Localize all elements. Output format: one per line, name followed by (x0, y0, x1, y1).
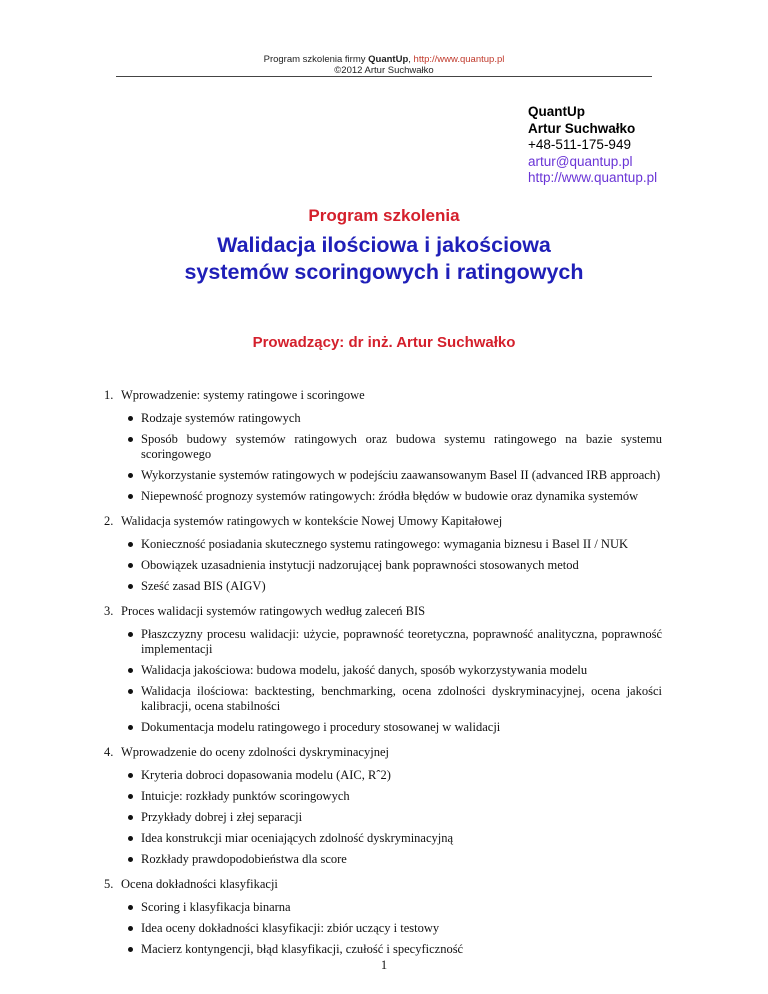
list-item (104, 579, 662, 594)
header-company: QuantUp (368, 54, 409, 65)
list-item-text: Walidacja ilościowa: backtesting, benchmarking, ocena zdolności dyskryminacyjnej, ocena jakości kalibracji, ocena stabilności (141, 684, 662, 713)
title-line-1: Walidacja ilościowa i jakościowa (217, 233, 551, 257)
list-item (104, 768, 662, 783)
section-title (104, 745, 662, 760)
list-item (104, 921, 662, 936)
section-title (104, 604, 662, 619)
list-item-text: Płaszczyzny procesu walidacji: użycie, poprawność teoretyczna, poprawność analityczna, poprawność implementacji (141, 627, 662, 656)
section-number: 4. (104, 745, 114, 759)
header-separator: , (408, 54, 414, 65)
list-item-text: Idea oceny dokładności klasyfikacji: zbiór uczący i testowy (141, 921, 440, 935)
section-number: 3. (104, 604, 114, 618)
section-bullets (104, 537, 662, 594)
list-item-text: Sześć zasad BIS (AIGV) (141, 579, 266, 593)
contact-phone: +48-511-175-949 (528, 137, 631, 152)
bullet-icon (128, 563, 133, 568)
section-title-text: Ocena dokładności klasyfikacji (121, 877, 278, 891)
bullet-icon (128, 905, 133, 910)
bullet-icon (128, 857, 133, 862)
bullet-icon (128, 542, 133, 547)
list-item-text: Idea konstrukcji miar oceniających zdolność dyskryminacyjną (141, 831, 454, 845)
section-title (104, 388, 662, 403)
section-bullets (104, 900, 662, 957)
header-url-link[interactable]: http://www.quantup.pl (413, 54, 505, 65)
contact-block (528, 104, 657, 187)
list-item-text: Kryteria dobroci dopasowania modelu (AIC, Rˆ2) (141, 768, 391, 782)
bullet-icon (128, 494, 133, 499)
outline-section (104, 745, 662, 867)
list-item (104, 558, 662, 573)
section-title-text: Wprowadzenie do oceny zdolności dyskryminacyjnej (121, 745, 389, 759)
section-title-text: Walidacja systemów ratingowych w kontekście Nowej Umowy Kapitałowej (121, 514, 503, 528)
section-title-text: Proces walidacji systemów ratingowych według zaleceń BIS (121, 604, 426, 618)
list-item (104, 720, 662, 735)
bullet-icon (128, 773, 133, 778)
header-line-1 (0, 54, 768, 65)
list-item (104, 831, 662, 846)
header-copyright: ©2012 Artur Suchwałko (334, 65, 434, 76)
list-item (104, 432, 662, 462)
list-item (104, 489, 662, 504)
contact-website-link[interactable]: http://www.quantup.pl (528, 170, 658, 185)
list-item-text: Obowiązek uzasadnienia instytucji nadzorującej bank poprawności stosowanych metod (141, 558, 579, 572)
bullet-icon (128, 584, 133, 589)
list-item-text: Wykorzystanie systemów ratingowych w podejściu zaawansowanym Basel II (advanced IRB approach) (141, 468, 661, 482)
list-item-text: Walidacja jakościowa: budowa modelu, jakość danych, sposób wykorzystywania modelu (141, 663, 588, 677)
section-title (104, 877, 662, 892)
contact-company: QuantUp (528, 104, 585, 119)
bullet-icon (128, 794, 133, 799)
page-header (0, 54, 768, 76)
course-outline (104, 388, 662, 967)
header-prefix: Program szkolenia firmy (263, 54, 369, 65)
bullet-icon (128, 947, 133, 952)
bullet-icon (128, 668, 133, 673)
section-title-text: Wprowadzenie: systemy ratingowe i scoringowe (121, 388, 365, 402)
list-item (104, 684, 662, 714)
contact-name: Artur Suchwałko (528, 120, 636, 136)
section-title (104, 514, 662, 529)
outline-section (104, 388, 662, 504)
section-number: 1. (104, 388, 114, 402)
list-item-text: Przykłady dobrej i złej separacji (141, 810, 303, 824)
bullet-icon (128, 632, 133, 637)
list-item-text: Rodzaje systemów ratingowych (141, 411, 301, 425)
list-item (104, 627, 662, 657)
header-divider (116, 76, 652, 77)
section-number: 5. (104, 877, 114, 891)
list-item (104, 663, 662, 678)
outline-section (104, 604, 662, 735)
bullet-icon (128, 416, 133, 421)
outline-section (104, 877, 662, 957)
page-title (0, 232, 768, 286)
list-item (104, 537, 662, 552)
list-item-text: Dokumentacja modelu ratingowego i procedury stosowanej w walidacji (141, 720, 501, 734)
title-line-2: systemów scoringowych i ratingowych (184, 260, 584, 284)
section-bullets (104, 768, 662, 867)
section-number: 2. (104, 514, 114, 528)
list-item-text: Scoring i klasyfikacja binarna (141, 900, 291, 914)
list-item-text: Intuicje: rozkłady punktów scoringowych (141, 789, 350, 803)
bullet-icon (128, 926, 133, 931)
list-item-text: Sposób budowy systemów ratingowych oraz budowa systemu ratingowego na bazie systemu scoringowego (141, 432, 662, 461)
bullet-icon (128, 725, 133, 730)
bullet-icon (128, 473, 133, 478)
list-item (104, 789, 662, 804)
page-number: 1 (380, 958, 388, 972)
list-item-text: Macierz kontyngencji, błąd klasyfikacji, czułość i specyficzność (141, 942, 464, 956)
bullet-icon (128, 437, 133, 442)
outline-section (104, 514, 662, 594)
instructor: Prowadzący: dr inż. Artur Suchwałko (252, 334, 516, 351)
section-bullets (104, 411, 662, 504)
list-item (104, 900, 662, 915)
list-item (104, 468, 662, 483)
list-item-text: Niepewność prognozy systemów ratingowych: źródła błędów w budowie oraz dynamika systemów (141, 489, 639, 503)
section-bullets (104, 627, 662, 735)
bullet-icon (128, 815, 133, 820)
list-item (104, 810, 662, 825)
list-item-text: Rozkłady prawdopodobieństwa dla score (141, 852, 347, 866)
bullet-icon (128, 836, 133, 841)
list-item (104, 942, 662, 957)
contact-email-link[interactable]: artur@quantup.pl (528, 153, 633, 169)
list-item (104, 411, 662, 426)
list-item-text: Konieczność posiadania skutecznego systemu ratingowego: wymagania biznesu i Basel II / NUK (141, 537, 629, 551)
pre-title: Program szkolenia (308, 206, 460, 225)
list-item (104, 852, 662, 867)
bullet-icon (128, 689, 133, 694)
